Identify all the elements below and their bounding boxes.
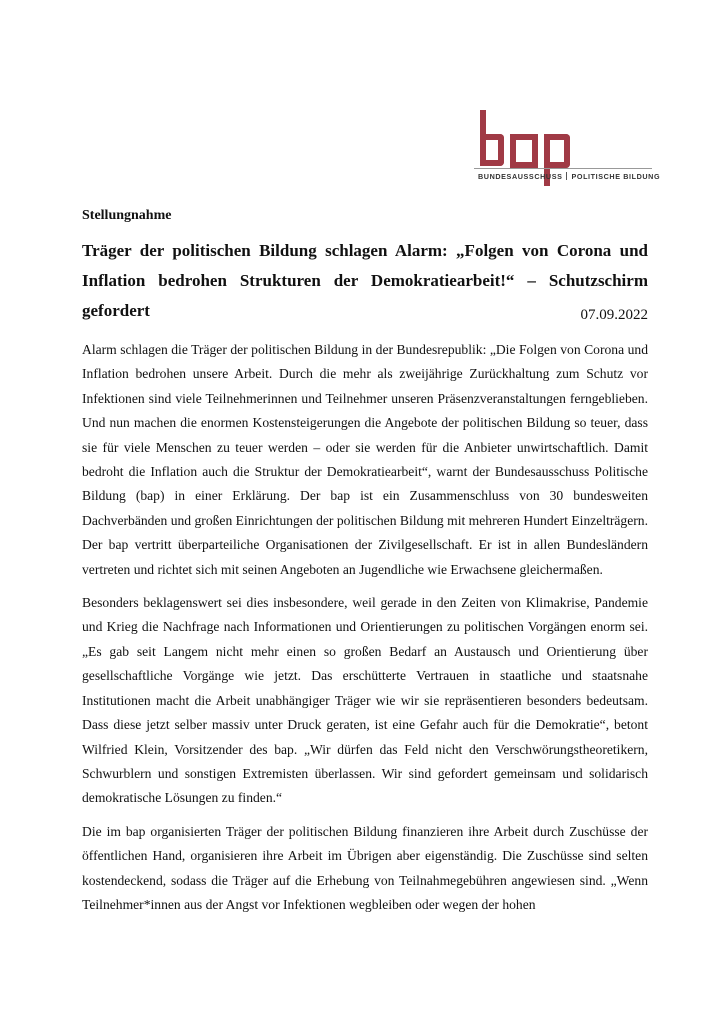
document-label: Stellungnahme [82,208,172,223]
logo-rule [474,168,652,169]
headline: Träger der politischen Bildung schlagen Alarm: „Folgen von Corona und Inflation bedrohen Strukturen der Demokratiearbeit!“ – Schutzschirm gefordert [82,241,648,320]
logo-caption [478,172,660,181]
logo-caption-right: POLITISCHE BILDUNG [571,172,661,181]
logo-letter-a [510,134,538,168]
bap-logo [474,108,661,184]
body-text [82,338,648,926]
logo-caption-left: BUNDESAUSSCHUSS [478,172,563,181]
paragraph: Alarm schlagen die Träger der politischen Bildung in der Bundesrepublik: „Die Folgen von Corona und Inflation bedrohen unsere Arbeit. Durch die mehr als zweijährige Zurückhaltung zum Schutz vor Infektionen sind viele Teilnehmerinnen und Teilnehmer unseren Präsenzveranstaltungen ferngeblieben. Und nun machen die enormen Kostensteigerungen die Angebote der politischen Bildung so teuer, dass sie für viele Menschen zu teuer werden – oder sie werden für die Anbieter unwirtschaftlich. Damit bedroht die Inflation auch die Struktur der Demokratiearbeit“, warnt der Bundesausschuss Politische Bildung (bap) in einer Erklärung. Der bap ist ein Zusammenschluss von 30 bundesweiten Dachverbänden und großen Einrichtungen der politischen Bildung mit mehreren Hundert Einzelträgern. Der bap vertritt überparteiliche Organisationen der Zivilgesellschaft. Er ist in allen Bundesländern vertreten und richtet sich mit seinen Angeboten an Jugendliche wie Erwachsene gleichermaßen. [82,342,648,577]
logo-letter-b [480,110,506,168]
paragraph: Die im bap organisierten Träger der politischen Bildung finanzieren ihre Arbeit durch Zuschüsse der öffentlichen Hand, organisieren ihre Arbeit im Übrigen aber eigenständig. Die Zuschüsse sind selten kostendeckend, sodass die Träger auf die Erhebung von Teilnahmegebühren angewiesen sind. „Wenn Teilnehmer*innen aus der Angst vor Infektionen wegbleiben oder wegen der hohen [82,823,648,912]
document-date: 07.09.2022 [580,307,648,323]
paragraph: Besonders beklagenswert sei dies insbesondere, weil gerade in den Zeiten von Klimakrise, Pandemie und Krieg die Nachfrage nach Informationen und Orientierungen zu politischen Vorgängen enorm sei. „Es gab seit Langem nicht mehr einen so großen Bedarf an Austausch und Orientierung über gesellschaftliche Vorgänge wie jetzt. Das erschütterte Vertrauen in staatliche und staatsnahe Institutionen macht die Arbeit unabhängiger Träger wie wir sie repräsentieren besonders bedeutsam. Dass diese jetzt selber massiv unter Druck geraten, ist eine Gefahr auch für die Demokratie“, betont Wilfried Klein, Vorsitzender des bap. „Wir dürfen das Feld nicht den Verschwörungstheoretikern, Schwurblern und sonstigen Extremisten überlassen. Wir sind gefordert gemeinsam und solidarisch demokratische Lösungen zu finden.“ [82,595,648,806]
